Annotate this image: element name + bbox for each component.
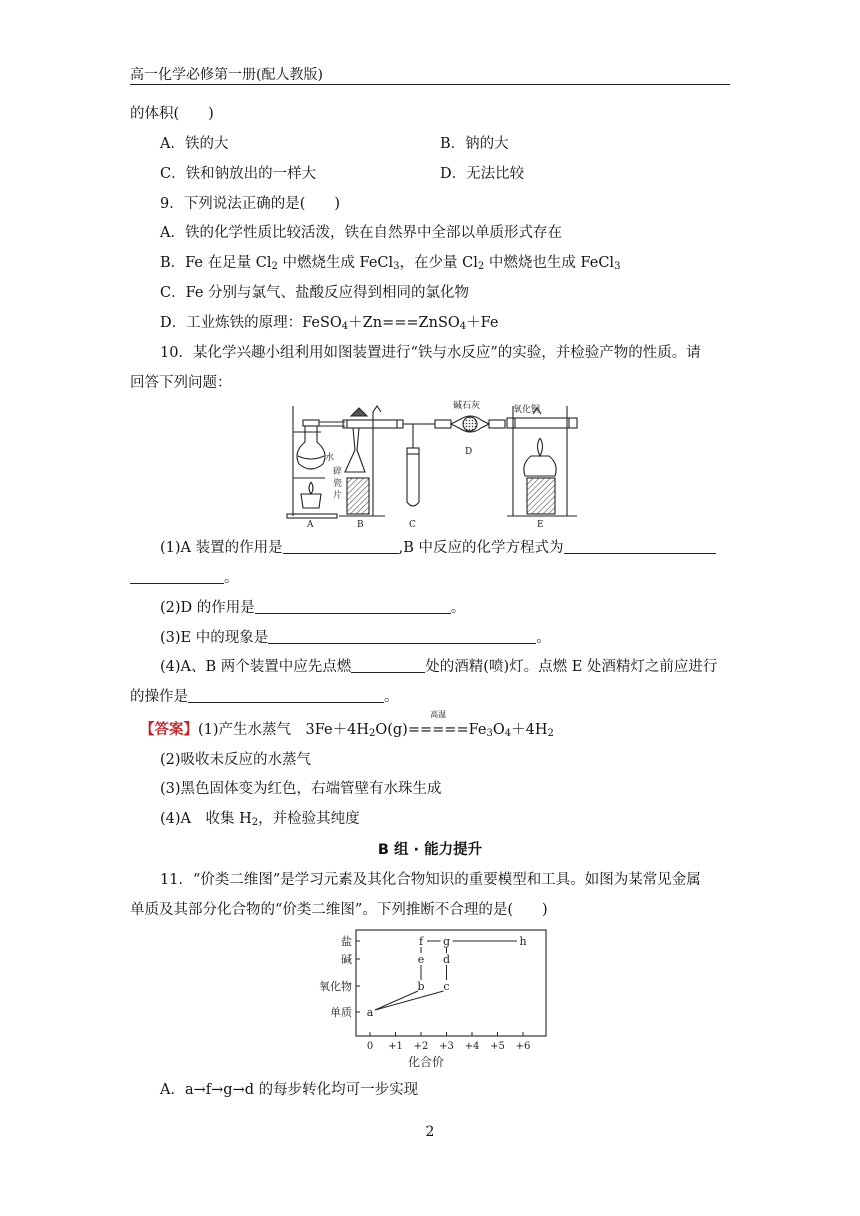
running-header: 高一化学必修第一册(配人教版) (130, 67, 323, 83)
fig-label-d: D (465, 447, 473, 457)
fig-label-a: A (307, 520, 314, 530)
q8-option-a: A．铁的大 (160, 136, 229, 152)
chart-point-h: h (519, 935, 527, 948)
q9-option-c: C．Fe 分别与氯气、盐酸反应得到相同的氯化物 (160, 285, 470, 301)
q10-part1: (1)A 装置的作用是 ,B 中反应的化学方程式为 (160, 538, 716, 558)
chart-x-axis-label: 化合价 (407, 1055, 445, 1069)
y-category-label: 氧化物 (319, 980, 352, 993)
q10-part1-cont: 。 (130, 568, 239, 588)
chart-point-f: f (418, 935, 424, 948)
fig-label-e: E (537, 520, 544, 530)
answer-line-4: (4)A 收集 $H_2$，并检验其纯度 (160, 811, 360, 828)
q8-option-c: C．铁和钠放出的一样大 (160, 166, 317, 182)
x-tick-label: +3 (439, 1041, 454, 1052)
header-rule (130, 84, 730, 85)
fig-porcelain-3: 片 (333, 491, 343, 501)
q9-option-a: A．铁的化学性质比较活泼，铁在自然界中全部以单质形式存在 (160, 225, 562, 241)
page-number: 2 (425, 1124, 435, 1140)
chart-point-d: d (442, 953, 451, 966)
q9-option-d: D．工业炼铁的原理：FeSO$_4$＋Zn===ZnSO$_4$＋Fe (160, 315, 499, 332)
q8-option-d: D．无法比较 (440, 166, 525, 182)
q10-part4-cont: 的操作是 。 (130, 689, 399, 705)
chart-link-a-c (375, 991, 444, 1010)
q10-part2: (2)D 的作用是 。 (160, 600, 466, 616)
x-tick-label: +5 (490, 1041, 505, 1052)
fig-soda-lime-label: 碱石灰 (453, 401, 481, 411)
q8-stem-tail: 的体积( ) (130, 106, 214, 122)
q10-part4: (4)A、B 两个装置中应先点燃 处的酒精(喷)灯。点燃 E 处酒精灯之前应进行 (160, 659, 718, 675)
x-tick-label: 0 (366, 1041, 374, 1052)
y-category-label: 碱 (341, 953, 352, 966)
fig-water-label: 水 (325, 453, 335, 463)
x-tick-label: +4 (464, 1041, 480, 1052)
q10-part3: (3)E 中的现象是 。 (160, 630, 551, 646)
section-b-title: B 组 · 能力提升 (377, 842, 483, 858)
y-category-label: 盐 (341, 935, 352, 948)
q9-option-b: B．Fe 在足量 $Cl_2$ 中燃烧生成 FeCl$_3$，在少量 $Cl_2$ 中燃烧也生成 FeCl$_3$ (160, 255, 621, 272)
reaction-condition: 高温 ===== (407, 710, 469, 738)
answer-line-2: (2)吸收未反应的水蒸气 (160, 752, 312, 768)
chart-frame (356, 930, 546, 1036)
fig-label-c: C (409, 520, 416, 530)
chart-point-g: g (442, 935, 451, 948)
apparatus-figure (285, 398, 585, 530)
chart-point-a: a (366, 1006, 374, 1019)
fig-porcelain-2: 瓷 (333, 479, 343, 489)
q11-stem-line1: 11．“价类二维图”是学习元素及其化合物知识的重要模型和工具。如图为某常见金属 (160, 872, 701, 888)
answer-line-1: 【答案】(1)产生水蒸气 $3Fe+4H_2O(g)$ 高温 $=====Fe_3O_4+4H_2$ (140, 710, 554, 739)
answer-tag: 【答案】 (140, 721, 198, 738)
chart-point-b: b (417, 980, 425, 993)
valence-class-chart (296, 926, 556, 1072)
q11-option-a: A．a→f→g→d 的每步转化均可一步实现 (160, 1082, 419, 1098)
fig-label-b: B (357, 520, 364, 530)
y-category-label: 单质 (330, 1006, 352, 1019)
q10-stem-line2: 回答下列问题： (130, 375, 232, 391)
chart-point-c: c (443, 980, 450, 993)
answer-line-3: (3)黑色固体变为红色，右端管壁有水珠生成 (160, 781, 442, 797)
chart-point-e: e (417, 953, 425, 966)
q9-stem: 9．下列说法正确的是( ) (160, 196, 341, 212)
fig-copper-oxide-label: 氧化铜 (513, 405, 541, 415)
x-tick-label: +2 (413, 1041, 429, 1052)
q11-stem-line2: 单质及其部分化合物的“价类二维图”。下列推断不合理的是( ) (130, 902, 548, 918)
q10-stem-line1: 10．某化学兴趣小组利用如图装置进行“铁与水反应”的实验，并检验产物的性质。请 (160, 345, 701, 361)
x-tick-label: +1 (388, 1041, 403, 1052)
x-tick-label: +6 (515, 1041, 531, 1052)
fig-porcelain-1: 碎 (333, 467, 343, 477)
q8-option-b: B．钠的大 (440, 136, 509, 152)
chart-link-a-b (375, 991, 418, 1010)
